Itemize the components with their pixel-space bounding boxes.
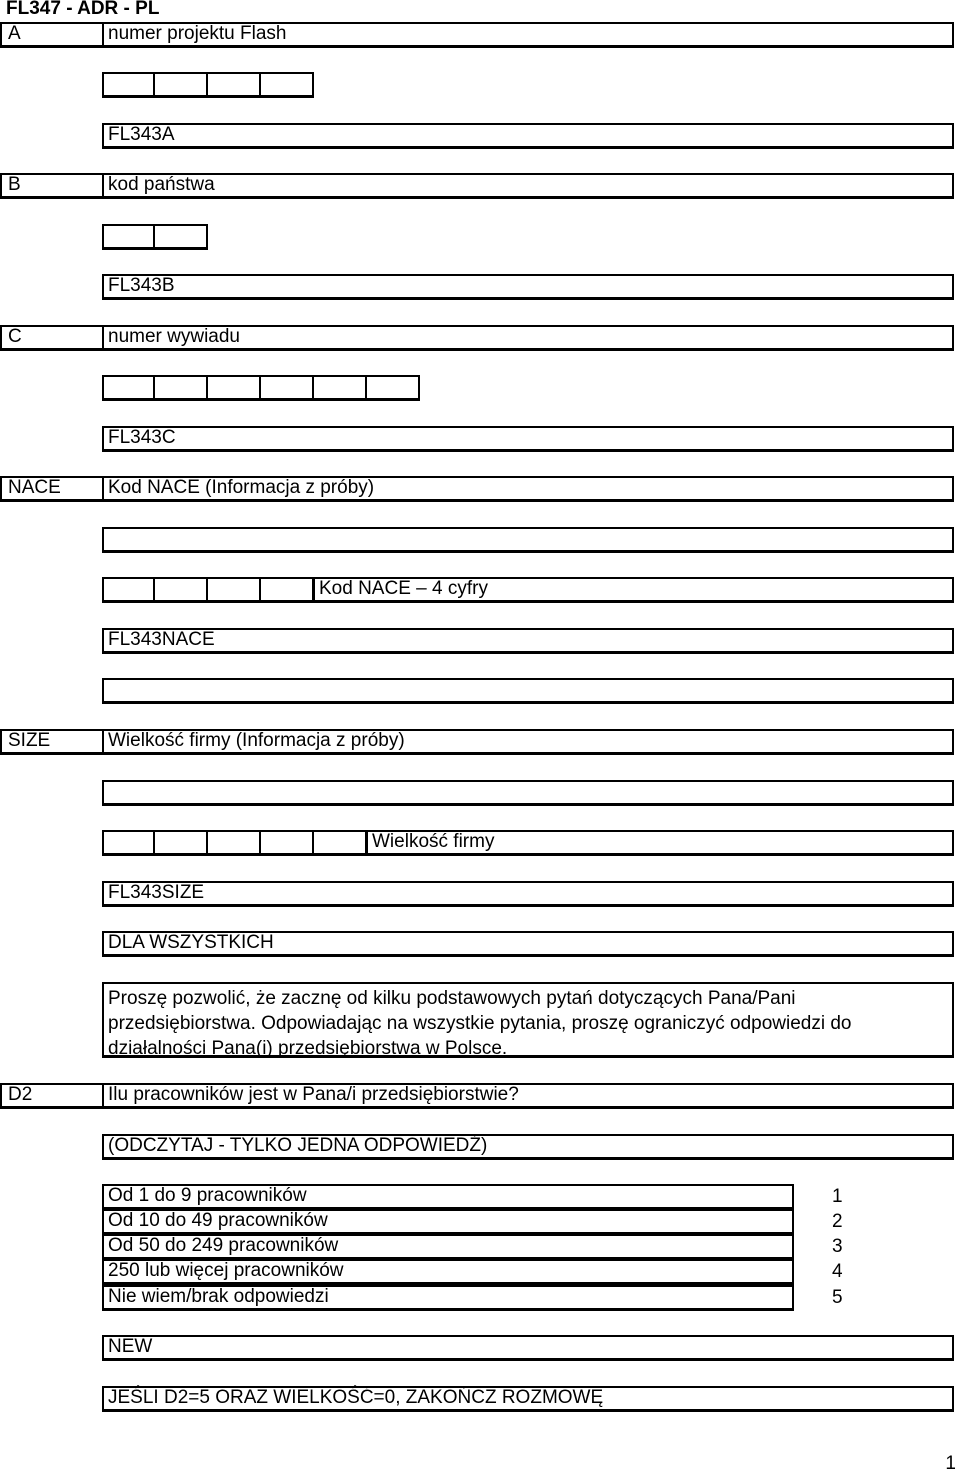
variable-nace: FL343NACE	[102, 628, 954, 654]
answer-option[interactable]: 250 lub więcej pracowników	[102, 1259, 794, 1285]
input-cell[interactable]	[102, 577, 155, 603]
instruction-d2: (ODCZYTAJ - TYLKO JEDNA ODPOWIEDŹ)	[102, 1134, 954, 1160]
nace-digit-cells[interactable]	[102, 577, 314, 603]
input-cell[interactable]	[102, 72, 155, 98]
input-cell[interactable]	[261, 72, 314, 98]
input-cell[interactable]	[155, 72, 208, 98]
input-cell[interactable]	[261, 375, 314, 401]
section-label-d2: D2	[0, 1083, 104, 1109]
answer-option[interactable]: Od 50 do 249 pracowników	[102, 1234, 794, 1260]
input-cell[interactable]	[155, 375, 208, 401]
answer-option[interactable]: Nie wiem/brak odpowiedzi	[102, 1285, 794, 1311]
answer-code: 2	[832, 1211, 843, 1232]
question-b: kod państwa	[102, 173, 954, 199]
audience-label: DLA WSZYSTKICH	[102, 931, 954, 957]
intro-text: Proszę pozwolić, że zacznę od kilku podstawowych pytań dotyczących Pana/Pani przedsiębiorstwa. Odpowiadając na wszystkie pytania, proszę ograniczyć odpowiedzi do działalności Pana(i) przedsiębiorstwa w Polsce.	[102, 982, 954, 1058]
input-cell[interactable]	[155, 224, 208, 250]
question-a: numer projektu Flash	[102, 22, 954, 48]
interview-number-cells[interactable]	[102, 375, 420, 401]
variable-c: FL343C	[102, 426, 954, 452]
page-number: 1	[945, 1453, 956, 1474]
input-cell[interactable]	[155, 830, 208, 856]
answer-option[interactable]: Od 1 do 9 pracowników	[102, 1184, 794, 1210]
variable-size: FL343SIZE	[102, 881, 954, 907]
input-cell[interactable]	[208, 72, 261, 98]
size-cells[interactable]	[102, 830, 367, 856]
input-cell[interactable]	[208, 830, 261, 856]
input-cell[interactable]	[102, 375, 155, 401]
input-cell[interactable]	[155, 577, 208, 603]
section-label-c: C	[0, 325, 104, 351]
input-cell[interactable]	[314, 375, 367, 401]
country-code-cells[interactable]	[102, 224, 208, 250]
input-cell[interactable]	[102, 224, 155, 250]
nace-digits-label: Kod NACE – 4 cyfry	[313, 577, 954, 603]
answer-code: 3	[832, 1236, 843, 1257]
variable-a: FL343A	[102, 123, 954, 149]
answer-option[interactable]: Od 10 do 49 pracowników	[102, 1209, 794, 1235]
section-label-size: SIZE	[0, 729, 104, 755]
section-label-b: B	[0, 173, 104, 199]
nace-extra-field[interactable]	[102, 678, 954, 704]
question-d2: Ilu pracowników jest w Pana/i przedsiębiorstwie?	[102, 1083, 954, 1109]
input-cell[interactable]	[261, 577, 314, 603]
input-cell[interactable]	[208, 577, 261, 603]
section-label-nace: NACE	[0, 476, 104, 502]
input-cell[interactable]	[102, 830, 155, 856]
question-c: numer wywiadu	[102, 325, 954, 351]
answer-code: 5	[832, 1287, 843, 1308]
section-label-a: A	[0, 22, 104, 48]
question-size: Wielkość firmy (Informacja z próby)	[102, 729, 954, 755]
variable-b: FL343B	[102, 274, 954, 300]
project-number-cells[interactable]	[102, 72, 314, 98]
size-field-label: Wielkość firmy	[366, 830, 954, 856]
size-info-field[interactable]	[102, 780, 954, 806]
answer-code: 1	[832, 1186, 843, 1207]
input-cell[interactable]	[261, 830, 314, 856]
new-label: NEW	[102, 1335, 954, 1361]
document-title: FL347 - ADR - PL	[6, 0, 160, 19]
input-cell[interactable]	[208, 375, 261, 401]
termination-rule: JEŚLI D2=5 ORAZ WIELKOŚĆ=0, ZAKOŃCZ ROZMOWĘ	[102, 1386, 954, 1412]
answer-code: 4	[832, 1261, 843, 1282]
nace-info-field[interactable]	[102, 527, 954, 553]
question-nace: Kod NACE (Informacja z próby)	[102, 476, 954, 502]
input-cell[interactable]	[367, 375, 420, 401]
input-cell[interactable]	[314, 830, 367, 856]
